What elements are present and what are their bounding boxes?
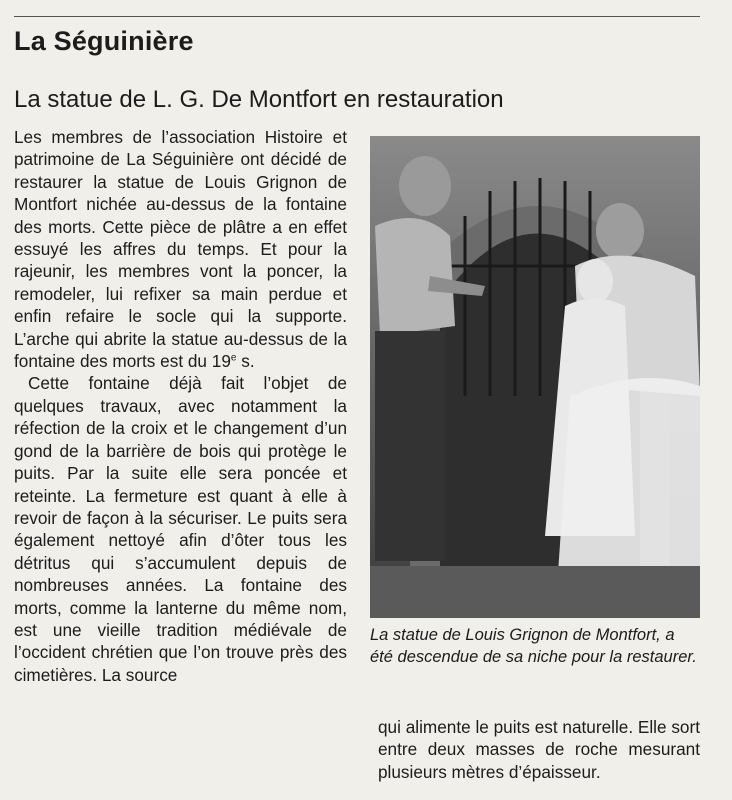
article-paragraph-2-continued: qui alimente le puits est naturelle. Elle sort entre deux masses de roche mesurant plusieurs mètres d’épaisseur. [378, 717, 700, 782]
article-paragraph-2: Cette fontaine déjà fait l’objet de quelques travaux, avec notamment la réfection de la croix et le changement d’un gond de la barrière de bois qui protège le puits. Par la suite elle sera poncée et reteinte. La fermeture est quant à elle à revoir de façon à la sécuriser. Le puits sera également nettoyé afin d’ôter tous les détritus qui s’accumulent depuis de nombreuses années. La fontaine des morts, comme la lanterne du même nom, est une vieille tradition médiévale de l’occident chrétien que l’on trouve près des cimetières. La source [14, 373, 347, 685]
article-column-right [378, 716, 700, 783]
photo-caption: La statue de Louis Grignon de Montfort, a été descendue de sa niche pour la restaurer. [370, 626, 697, 666]
top-rule [14, 16, 700, 17]
superscript: e [230, 352, 237, 364]
paragraph-1-text: Les membres de l’association Histoire et patrimoine de La Séguinière ont décidé de restaurer la statue de Louis Grignon de Montfort nichée au-dessus de la fontaine des morts. Cette pièce de plâtre a en effet essuyé les affres du temps. Et pour la rajeunir, les membres vont la poncer, la remodeler, lui refixer sa main perdue et enfin refaire le socle qui la supporte. L’arche qui abrite la statue au-dessus de la fontaine des morts est du 19 [14, 127, 347, 372]
section-title: La Séguinière [14, 26, 194, 56]
paragraph-1-end: s. [236, 351, 255, 372]
article-photo [370, 136, 700, 618]
article-paragraph-1 [14, 126, 347, 372]
article-column-left [14, 126, 347, 686]
article-headline: La statue de L. G. De Montfort en restauration [14, 86, 504, 113]
